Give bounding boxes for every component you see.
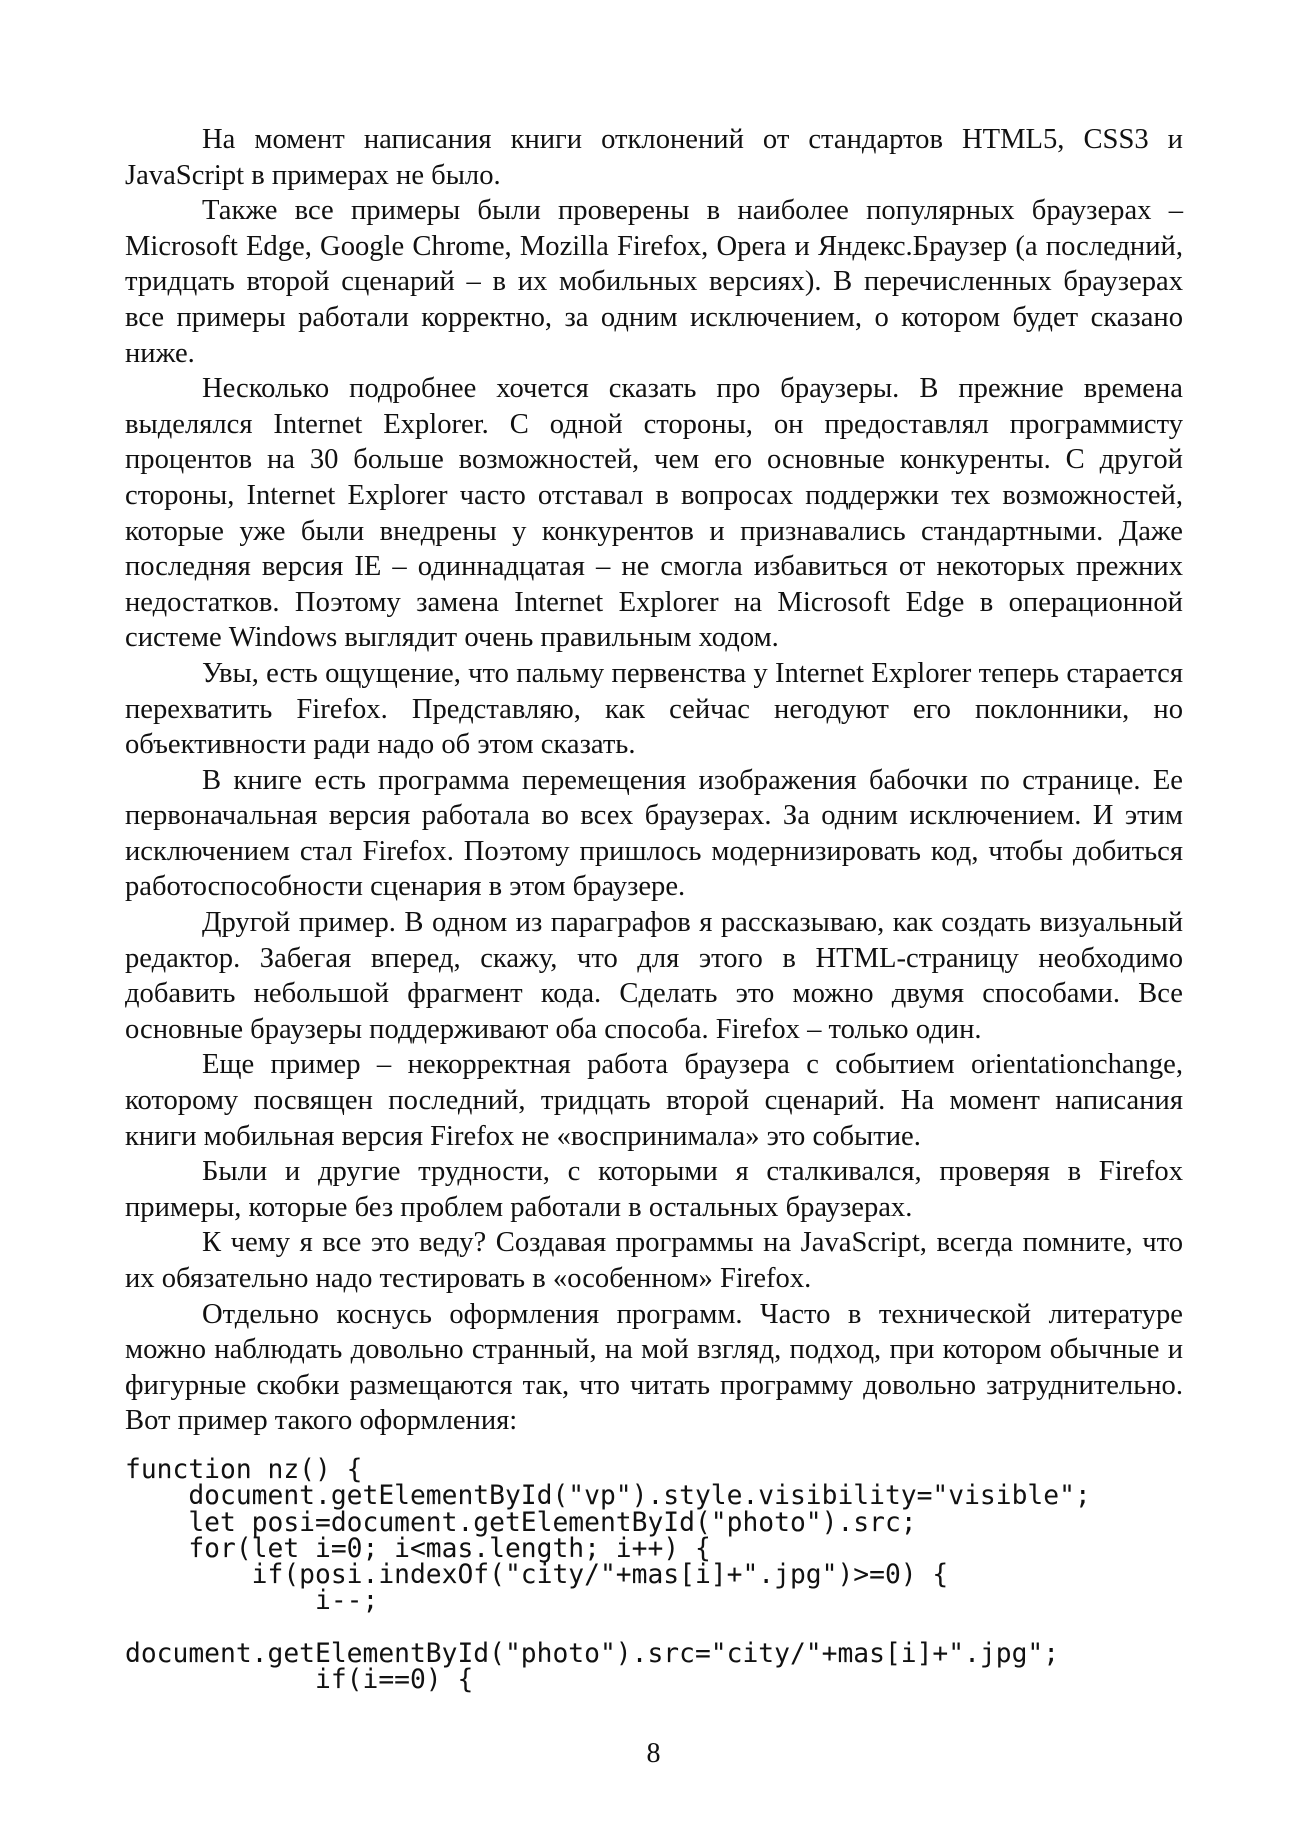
code-line: function nz() { — [125, 1455, 363, 1485]
code-line: if(posi.indexOf("city/"+mas[i]+".jpg")>=0) { — [125, 1560, 949, 1591]
paragraph: Несколько подробнее хочется сказать про браузеры. В прежние времена выделялся Internet Explorer. С одной стороны, он предоставлял программисту процентов на 30 больше возможностей, чем его основные конкуренты. С другой стороны, Internet Explorer часто отставал в вопросах поддержки тех возможностей, которые уже были внедрены у конкурентов и признавались стандартными. Даже последняя версия IE – одиннадцатая – не смогла избавиться от некоторых прежних недостатков. Поэтому замена Internet Explorer на Microsoft Edge в операционной системе Windows выглядит очень правильным ходом. — [125, 373, 1183, 654]
code-listing — [125, 1457, 1183, 1694]
code-line: document.getElementById("vp").style.visibility="visible"; — [125, 1481, 1091, 1512]
body-text — [125, 122, 1183, 1439]
code-line: for(let i=0; i<mas.length; i++) { — [125, 1533, 711, 1564]
paragraph: Другой пример. В одном из параграфов я рассказываю, как создать визуальный редактор. Забегая вперед, скажу, что для этого в HTML-страницу необходимо добавить небольшой фрагмент кода. Сделать это можно двумя способами. Все основные браузеры поддерживают оба способа. Firefox – только один. — [125, 907, 1183, 1045]
paragraph: В книге есть программа перемещения изображения бабочки по странице. Ее первоначальная версия работала во всех браузерах. За одним исключением. И этим исключением стал Firefox. Поэтому пришлось модернизировать код, чтобы добиться работоспособности сценария в этом браузере. — [125, 764, 1183, 903]
code-line: if(i==0) { — [125, 1665, 474, 1696]
code-line: document.getElementById("photo").src="city/"+mas[i]+".jpg"; — [125, 1639, 1060, 1670]
paragraph: Отдельно коснусь оформления программ. Часто в технической литературе можно наблюдать довольно странный, на мой взгляд, подход, при котором обычные и фигурные скобки размещаются так, что читать программу довольно затруднительно. Вот пример такого оформления: — [125, 1298, 1183, 1437]
paragraph: Увы, есть ощущение, что пальму первенства у Internet Explorer теперь старается перехватить Firefox. Представляю, как сейчас негодуют его поклонники, но объективности ради надо об этом сказать. — [125, 657, 1183, 761]
paragraph: На момент написания книги отклонений от стандартов HTML5, CSS3 и JavaScript в примерах не было. — [125, 124, 1183, 191]
paragraph: К чему я все это веду? Создавая программы на JavaScript, всегда помните, что их обязательно надо тестировать в «особенном» Firefox. — [125, 1227, 1183, 1294]
paragraph: Также все примеры были проверены в наиболее популярных браузерах – Microsoft Edge, Google Chrome, Mozilla Firefox, Opera и Яндекс.Браузер (а последний, тридцать второй сценарий – в их мобильных версиях). В перечисленных браузерах все примеры работали корректно, за одним исключением, о котором будет сказано ниже. — [125, 195, 1183, 369]
code-line: let posi=document.getElementById("photo").src; — [125, 1507, 917, 1538]
page-number: 8 — [646, 1738, 661, 1769]
paragraph: Были и другие трудности, с которыми я сталкивался, проверяя в Firefox примеры, которые без проблем работали в остальных браузерах. — [125, 1156, 1183, 1223]
code-line: i--; — [125, 1586, 379, 1617]
paragraph: Еще пример – некорректная работа браузера с событием orientationchange, которому посвящен последний, тридцать второй сценарий. На момент написания книги мобильная версия Firefox не «воспринимала» это событие. — [125, 1049, 1183, 1152]
